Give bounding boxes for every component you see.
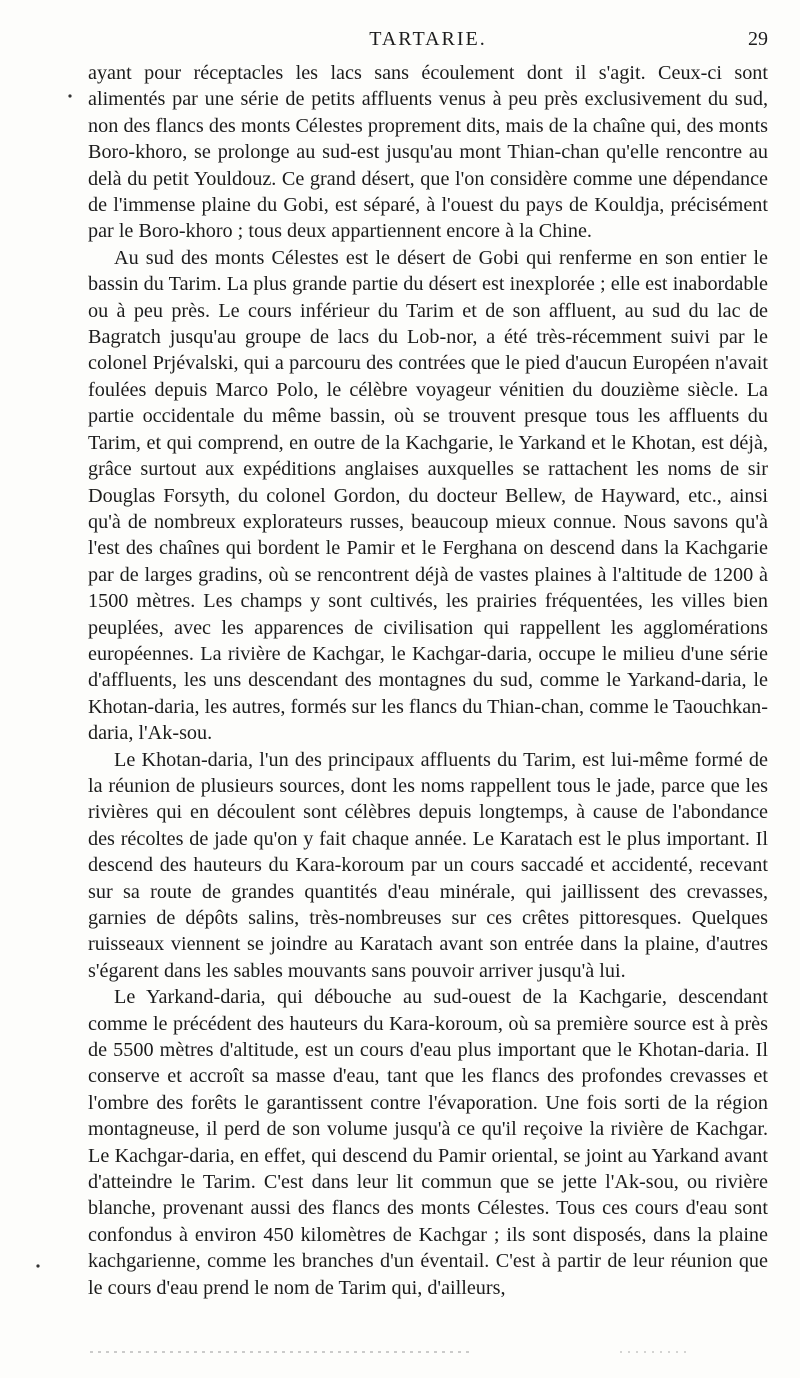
scan-speck [36,1264,39,1267]
paragraph-4: Le Yarkand-daria, qui débouche au sud-ouest de la Kachgarie, descendant comme le précédent des hauteurs du Kara-koroum, où sa première source est à près de 5500 mètres d'altitude, est un cours d'eau plus important que le Khotan-daria. Il conserve et accroît sa masse d'eau, tant que les flancs des profondes crevasses et l'ombre des forêts le garantissent contre l'évaporation. Une fois sorti de la région montagneuse, il perd de son volume jusqu'à ce qu'il reçoive la rivière de Kachgar. Le Kachgar-daria, en effet, qui descend du Pamir oriental, se joint au Yarkand avant d'atteindre le Tarim. C'est dans leur lit commun que se jette l'Ak-sou, ou rivière blanche, provenant aussi des flancs des monts Célestes. Tous ces cours d'eau sont confondus à environ 450 kilomètres de Kachgar ; ils sont disposés, dans la plaine kachgarienne, comme les branches d'un éventail. C'est à partir de leur réunion que le cours d'eau prend le nom de Tarim qui, d'ailleurs, [88,986,768,1299]
paragraph-2: Au sud des monts Célestes est le désert de Gobi qui renferme en son entier le bassin du Tarim. La plus grande partie du désert est inexplorée ; elle est inabordable ou à peu près. Le cours inférieur du Tarim et de son affluent, au sud du lac de Bagratch jusqu'au groupe de lacs du Lob-nor, a été très-récemment suivi par le colonel Prjévalski, qui a parcouru des contrées que le pied d'aucun Européen n'avait foulées depuis Marco Polo, le célèbre voyageur vénitien du douzième siècle. La partie occidentale du même bassin, où se trouvent presque tous les affluents du Tarim, et qui comprend, en outre de la Kachgarie, le Yarkand et le Khotan, est déjà, grâce surtout aux expéditions anglaises auxquelles se rattachent les noms de sir Douglas Forsyth, du colonel Gordon, du docteur Bellew, de Hayward, etc., ainsi qu'à de nombreux explorateurs russes, beaucoup mieux connue. Nous savons qu'à l'est des chaînes qui bordent le Pamir et le Ferghana on descend dans la Kachgarie par de larges gradins, où se rencontrent déjà de vastes plaines à l'altitude de 1200 à 1500 mètres. Les champs y sont cultivés, les prairies fréquentées, les villes bien peuplées, avec les apparences de civilisation qui rappellent les agglomérations européennes. La rivière de Kachgar, le Kachgar-daria, occupe le milieu d'une série d'affluents, les uns descendant des montagnes du sud, comme le Yarkand-daria, le Khotan-daria, les autres, formés sur les flancs du Thian-chan, comme le Taouchkan-daria, l'Ak-sou. [88,246,768,745]
scan-speck [68,94,71,97]
page-header [88,28,768,54]
paragraph-1: ayant pour réceptacles les lacs sans écoulement dont il s'agit. Ceux-ci sont alimentés par une série de petits affluents venus à peu près exclusivement du sud, non des flancs des monts Célestes proprement dits, mais de la chaîne qui, des monts Boro-khoro, se prolonge au sud-est jusqu'au mont Thian-chan qu'elle rencontre au delà du petit Youldouz. Ce grand désert, que l'on considère comme une dépendance de l'immense plaine du Gobi, est séparé, à l'ouest du pays de Kouldja, précisément par le Boro-khoro ; tous deux appartiennent encore à la Chine. [88,62,768,243]
running-title: TARTARIE. [369,28,487,50]
body-text [88,60,768,1301]
paragraph-3: Le Khotan-daria, l'un des principaux affluents du Tarim, est lui-même formé de la réunion de plusieurs sources, dont les noms rappellent tous le jade, parce que les rivières qui en découlent sont célèbres depuis longtemps, à cause de l'abondance des récoltes de jade qu'on y fait chaque année. Le Karatach est le plus important. Il descend des hauteurs du Kara-koroum par un cours saccadé et accidenté, recevant sur sa route de grandes quantités d'eau minérale, qui jaillissent des crevasses, garnies de dépôts salins, très-nombreuses sur ces crêtes pittoresques. Quelques ruisseaux viennent se joindre au Karatach avant son entrée dans la plaine, d'autres s'égarent dans les sables mouvants sans pouvoir arriver jusqu'à lui. [88,748,768,982]
page-number: 29 [748,28,768,50]
